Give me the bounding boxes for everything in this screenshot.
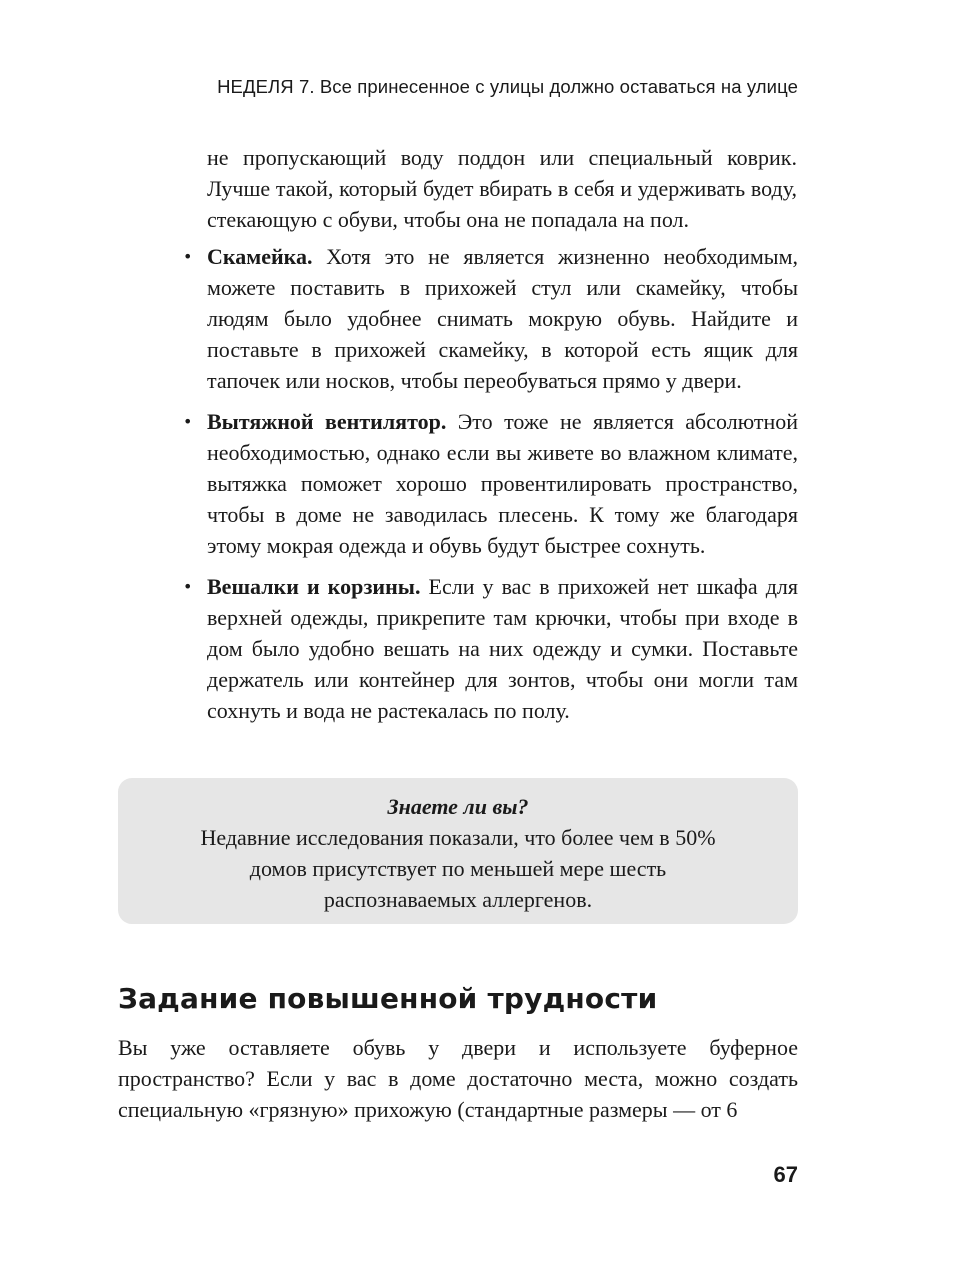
bullet-list xyxy=(118,241,798,736)
bullet-term: Вешалки и корзины. xyxy=(207,574,421,599)
did-you-know-text: Недавние исследования показали, что более чем в 50% домов присутствует по меньшей мере шесть распознаваемых аллергенов. xyxy=(200,825,716,912)
bullet-item-bench xyxy=(118,241,798,396)
section-heading: Задание повышенной трудности xyxy=(118,982,658,1015)
did-you-know-title: Знаете ли вы? xyxy=(387,794,529,819)
page-number: 67 xyxy=(773,1162,798,1187)
bullet-text: Если у вас в прихожей нет шкафа для верхней одежды, прикрепите там крючки, чтобы при входе в дом было удобно вешать на них одежду и сумки. Поставьте держатель или контейнер для зонтов, чтобы они могли там сохнуть и вода не растекалась по полу. xyxy=(207,574,798,723)
bullet-term: Скамейка. xyxy=(207,244,313,269)
bullet-text: Хотя это не является жизненно необходимым, можете поставить в прихожей стул или скамейку, чтобы людям было удобнее снимать мокрую обувь. Найдите и поставьте в прихожей скамейку, в которой есть ящик для тапочек или носков, чтобы переобуваться прямо у двери. xyxy=(207,244,798,393)
bullet-text: Это тоже не является абсолютной необходимостью, однако если вы живете во влажном климате, вытяжка поможет хорошо провентилировать пространство, чтобы в доме не заводилась плесень. К тому же благодаря этому мокрая одежда и обувь будут быстрее сохнуть. xyxy=(207,409,798,558)
running-head: НЕДЕЛЯ 7. Все принесенное с улицы должно оставаться на улице xyxy=(217,76,798,97)
bullet-item-hangers-baskets xyxy=(118,571,798,726)
bullet-dot-icon: • xyxy=(183,577,193,596)
bullet-term: Вытяжной вентилятор. xyxy=(207,409,447,434)
bullet-dot-icon: • xyxy=(183,247,193,266)
bullet-dot-icon: • xyxy=(183,412,193,431)
did-you-know-box xyxy=(118,778,798,924)
continuation-paragraph: не пропускающий воду поддон или специальный коврик. Лучше такой, который будет вбирать в себя и удерживать воду, стекающую с обуви, чтобы она не попадала на пол. xyxy=(207,145,797,232)
section-paragraph: Вы уже оставляете обувь у двери и используете буферное пространство? Если у вас в доме достаточно места, можно создать специальную «грязную» прихожую (стандартные размеры — от 6 xyxy=(118,1035,798,1122)
bullet-item-exhaust-fan xyxy=(118,406,798,561)
